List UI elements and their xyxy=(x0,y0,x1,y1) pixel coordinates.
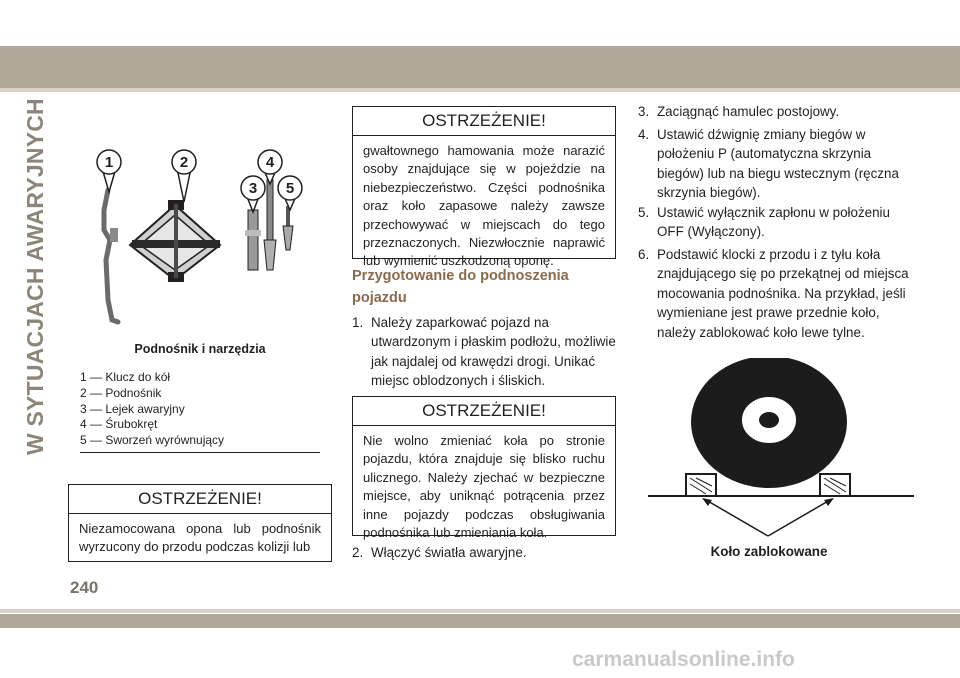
step-item xyxy=(352,313,618,391)
lug-wrench-drawing xyxy=(104,190,118,322)
callout-5-label: 5 xyxy=(285,180,295,197)
pointer-arrowhead-right xyxy=(824,498,834,506)
step-item xyxy=(638,203,912,242)
watermark: carmanualsonline.info xyxy=(572,648,795,671)
warning-box-2 xyxy=(352,106,616,269)
callout-4-label: 4 xyxy=(265,154,275,171)
alignment-pin-drawing xyxy=(283,206,293,250)
section-heading: Przygotowanie do podnoszenia pojazdu xyxy=(352,268,569,306)
legend-item: 3 — Lejek awaryjny xyxy=(80,401,185,416)
step-text: Włączyć światła awaryjne. xyxy=(371,545,527,560)
tow-funnel-drawing xyxy=(245,210,261,270)
step-number: 3. xyxy=(638,104,650,119)
step-number: 4. xyxy=(638,127,650,142)
chapter-side-title: W SYTUACJACH AWARYJNYCH xyxy=(22,98,48,455)
blocked-wheel-figure xyxy=(648,358,914,540)
step-item xyxy=(638,125,912,203)
top-band-line xyxy=(0,88,960,92)
legend-divider xyxy=(80,452,320,453)
legend-item: 1 — Klucz do kół xyxy=(80,370,171,384)
step-number: 6. xyxy=(638,247,650,262)
pointer-line-right xyxy=(768,500,830,536)
warning-box-1 xyxy=(68,484,332,562)
warning-text: Niezamocowana opona lub podnośnik wyrzucony do przodu podczas kolizji lub xyxy=(79,521,321,555)
figure1-legend xyxy=(80,370,224,449)
page-number: 240 xyxy=(70,578,99,597)
bottom-band xyxy=(0,614,960,628)
step-item xyxy=(638,102,912,121)
bottom-band-line xyxy=(0,609,960,613)
lug-wrench-socket xyxy=(110,228,118,242)
figure1-caption: Podnośnik i narzędzia xyxy=(134,342,266,356)
warning-text: gwałtownego hamowania może narazić osoby znajdujące się w pojeździe na niebezpieczeństwo. Części podnośnika oraz koło zapasowe należy zawsze przechowywać w miejscach do tego przeznaczonych. Niezwłocznie naprawić lub wymienić uszkodzoną oponę. xyxy=(363,143,605,269)
scissor-jack-drawing xyxy=(130,200,220,282)
legend-item: 4 — Śrubokręt xyxy=(80,417,158,432)
step-text: Ustawić wyłącznik zapłonu w położeniu OFF (Wyłączony). xyxy=(657,205,890,240)
legend-item: 2 — Podnośnik xyxy=(80,385,162,400)
step-number: 1. xyxy=(352,315,364,330)
step-item xyxy=(638,245,912,342)
top-band xyxy=(0,46,960,88)
figure2-caption: Koło zablokowane xyxy=(710,544,828,559)
warning-title: OSTRZEŻENIE! xyxy=(353,397,615,426)
callout-1-label: 1 xyxy=(104,154,114,171)
pointer-line-left xyxy=(706,500,768,536)
warning-box-3 xyxy=(352,396,616,541)
step-text: Zaciągnąć hamulec postojowy. xyxy=(657,104,840,119)
step-number: 2. xyxy=(352,545,364,560)
jack-tools-figure xyxy=(80,140,320,335)
step-number: 5. xyxy=(638,205,650,220)
pointer-arrowhead-left xyxy=(702,498,712,506)
callout-2-label: 2 xyxy=(179,154,189,171)
warning-text: Nie wolno zmieniać koła po stronie pojazdu, która znajduje się blisko ruchu ulicznego. Należy zjechać w bezpieczne miejsce, aby uniknąć potrącenia przez inne pojazdy podczas obsługiwania podnośnika lub zmieniania koła. xyxy=(363,433,605,541)
warning-title: OSTRZEŻENIE! xyxy=(353,107,615,136)
hub-drawing xyxy=(759,412,779,428)
warning-title: OSTRZEŻENIE! xyxy=(69,485,331,514)
step-text: Ustawić dźwignię zmiany biegów w położeniu P (automatyczna skrzynia biegów) lub na biegu wstecznym (ręczna skrzynia biegów). xyxy=(657,127,899,201)
screwdriver-drawing xyxy=(264,180,276,270)
legend-item: 5 — Sworzeń wyrównujący xyxy=(80,433,225,448)
callout-3-label: 3 xyxy=(248,180,258,197)
step-text: Podstawić klocki z przodu i z tyłu koła znajdującego się po przekątnej od miejsca mocowania podnośnika. Na przykład, jeśli wymieniane jest prawe przednie koło, należy zablokować koło lewe tylne. xyxy=(657,247,909,340)
step-text: Należy zaparkować pojazd na utwardzonym i płaskim podłożu, możliwie jak najdalej od krawędzi drogi. Unikać miejsc oblodzonych i śliskich. xyxy=(371,315,616,389)
step-item xyxy=(352,543,618,562)
